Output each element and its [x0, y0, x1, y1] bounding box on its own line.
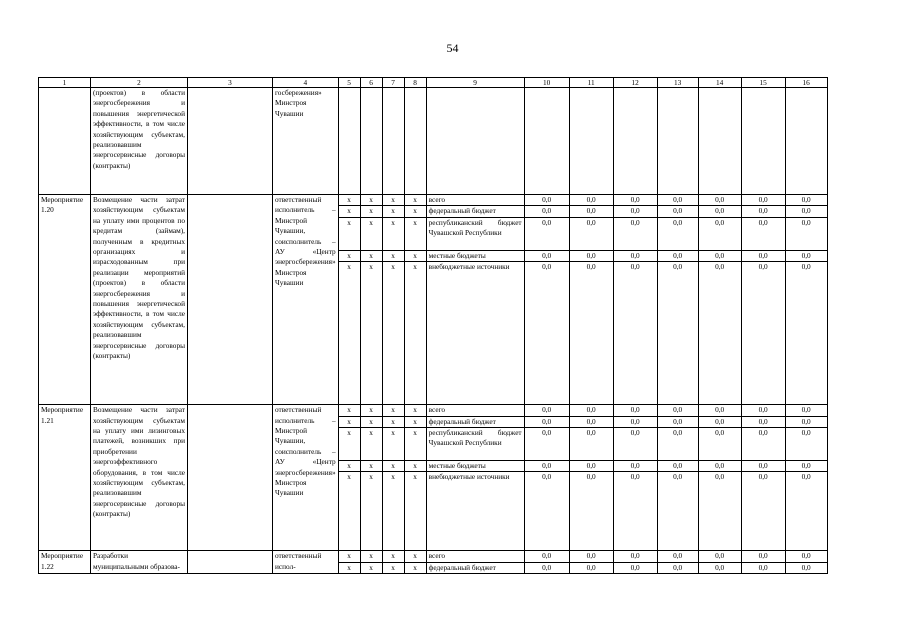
value-col14: 0,0 [698, 472, 741, 551]
cell-c7: x [382, 206, 404, 217]
funding-source: местные бюджеты [426, 250, 524, 261]
value-col13: 0,0 [657, 262, 698, 405]
cell-c7: x [382, 416, 404, 427]
value-col14: 0,0 [698, 217, 741, 250]
value-col15: 0,0 [741, 472, 785, 551]
value-col12: 0,0 [613, 472, 657, 551]
value-col16: 0,0 [785, 195, 827, 206]
value-col12: 0,0 [613, 195, 657, 206]
value-col10: 0,0 [524, 416, 569, 427]
funding-source: федеральный бюджет [426, 416, 524, 427]
cell-c6: x [360, 416, 382, 427]
value-col16: 0,0 [785, 472, 827, 551]
cell-c5: x [338, 206, 360, 217]
value-col12: 0,0 [613, 551, 657, 562]
column-header-16: 16 [785, 78, 827, 88]
value-col16: 0,0 [785, 217, 827, 250]
funding-source: всего [426, 195, 524, 206]
cell-c6: x [360, 472, 382, 551]
value-col15: 0,0 [741, 195, 785, 206]
value-col10: 0,0 [524, 250, 569, 261]
cell-c8: x [404, 262, 426, 405]
value-col12: 0,0 [613, 428, 657, 461]
value-col10: 0,0 [524, 405, 569, 416]
value-col10: 0,0 [524, 217, 569, 250]
value-col10: 0,0 [524, 461, 569, 472]
event-col3 [188, 405, 273, 551]
value-col13: 0,0 [657, 416, 698, 427]
value-col14: 0,0 [698, 262, 741, 405]
value-col16: 0,0 [785, 416, 827, 427]
cell-c6: x [360, 217, 382, 250]
value-col12: 0,0 [613, 206, 657, 217]
funding-source: федеральный бюджет [426, 562, 524, 573]
cell-c6: x [360, 428, 382, 461]
value-col14: 0,0 [698, 195, 741, 206]
value-col13: 0,0 [657, 250, 698, 261]
value-col15: 0,0 [741, 461, 785, 472]
event-col3 [188, 551, 273, 574]
cell-c7: x [382, 405, 404, 416]
value-col11: 0,0 [569, 405, 613, 416]
cell-c5: x [338, 262, 360, 405]
cell-c7: x [382, 472, 404, 551]
funding-row [39, 195, 828, 206]
column-header-13: 13 [657, 78, 698, 88]
cell-c5: x [338, 195, 360, 206]
cell-c7: x [382, 262, 404, 405]
column-header-6: 6 [360, 78, 382, 88]
value-col12: 0,0 [613, 250, 657, 261]
cell-c5: x [338, 551, 360, 562]
cell-c7: x [382, 551, 404, 562]
value-col14: 0,0 [698, 551, 741, 562]
funding-row [39, 551, 828, 562]
value-col16: 0,0 [785, 206, 827, 217]
value-col15: 0,0 [741, 405, 785, 416]
value-col14: 0,0 [698, 250, 741, 261]
funding-source: республиканский бюджет Чувашской Республики [426, 428, 524, 461]
cell-c5: x [338, 461, 360, 472]
value-col11: 0,0 [569, 250, 613, 261]
value-col12: 0,0 [613, 217, 657, 250]
cell-description: (проектов) в области энергосбережения и повышения энергетической эффективности, в том числе хозяйствующим субъектам, реализовавшим энергосервисные договоры (контракты) [91, 88, 188, 195]
cell-c6: x [360, 562, 382, 573]
cell-c5: x [338, 250, 360, 261]
value-col16: 0,0 [785, 551, 827, 562]
column-header-9: 9 [426, 78, 524, 88]
event-description: Возмещение части затрат хозяйствующим субъектам на уплату ими процентов по кредитам (займам), полученным в кредитных организациях и израсходованным при реализации мероприятий (проектов) в области энергосбережения и повышения энергетической эффективности, в том числе хозяйствующим субъектам, реализовавшим энергосервисные договоры (контракты) [91, 195, 188, 405]
funding-source: местные бюджеты [426, 461, 524, 472]
value-col11: 0,0 [569, 551, 613, 562]
value-col11: 0,0 [569, 262, 613, 405]
column-header-5: 5 [338, 78, 360, 88]
value-col15: 0,0 [741, 217, 785, 250]
cell-c8: x [404, 416, 426, 427]
value-col12: 0,0 [613, 562, 657, 573]
value-col11: 0,0 [569, 416, 613, 427]
value-col13: 0,0 [657, 562, 698, 573]
cell-c8: x [404, 250, 426, 261]
column-header-11: 11 [569, 78, 613, 88]
funding-row [39, 405, 828, 416]
event-code: Мероприятие 1.20 [39, 195, 91, 405]
value-col13: 0,0 [657, 405, 698, 416]
cell-c7: x [382, 428, 404, 461]
cell-c6: x [360, 461, 382, 472]
column-header-1: 1 [39, 78, 91, 88]
column-header-10: 10 [524, 78, 569, 88]
value-col16: 0,0 [785, 461, 827, 472]
page-number: 54 [446, 41, 459, 55]
value-col10: 0,0 [524, 472, 569, 551]
value-col10: 0,0 [524, 562, 569, 573]
value-col13: 0,0 [657, 472, 698, 551]
value-col15: 0,0 [741, 416, 785, 427]
cell-c5: x [338, 416, 360, 427]
value-col13: 0,0 [657, 461, 698, 472]
value-col14: 0,0 [698, 416, 741, 427]
event-executor: ответственный испол- [273, 551, 339, 574]
value-col16: 0,0 [785, 262, 827, 405]
column-header-2: 2 [91, 78, 188, 88]
value-col13: 0,0 [657, 195, 698, 206]
value-col16: 0,0 [785, 405, 827, 416]
value-col11: 0,0 [569, 461, 613, 472]
cell-c6: x [360, 551, 382, 562]
value-col15: 0,0 [741, 428, 785, 461]
value-col12: 0,0 [613, 262, 657, 405]
cell-c5: x [338, 428, 360, 461]
cell-c6: x [360, 405, 382, 416]
cell-c7: x [382, 562, 404, 573]
value-col10: 0,0 [524, 262, 569, 405]
cell-c8: x [404, 405, 426, 416]
value-col13: 0,0 [657, 428, 698, 461]
cell-c8: x [404, 217, 426, 250]
event-executor: ответственный исполнитель – Минстрой Чувашии, соисполнитель – АУ «Центр энергосбережения» Минстроя Чувашии [273, 195, 339, 405]
value-col11: 0,0 [569, 562, 613, 573]
cell-c5: x [338, 472, 360, 551]
value-col15: 0,0 [741, 562, 785, 573]
value-col16: 0,0 [785, 428, 827, 461]
value-col15: 0,0 [741, 206, 785, 217]
value-col16: 0,0 [785, 250, 827, 261]
event-code: Мероприятие 1.22 [39, 551, 91, 574]
cell-executor: госбережения» Минстроя Чувашии [273, 88, 339, 195]
value-col14: 0,0 [698, 461, 741, 472]
funding-source: внебюджетные источники [426, 262, 524, 405]
value-col11: 0,0 [569, 217, 613, 250]
cell-c8: x [404, 461, 426, 472]
value-col14: 0,0 [698, 428, 741, 461]
value-col15: 0,0 [741, 551, 785, 562]
value-col13: 0,0 [657, 551, 698, 562]
cell-c6: x [360, 262, 382, 405]
column-header-3: 3 [188, 78, 273, 88]
column-header-12: 12 [613, 78, 657, 88]
funding-source: всего [426, 551, 524, 562]
value-col13: 0,0 [657, 206, 698, 217]
event-description: Разработки муниципальными образова- [91, 551, 188, 574]
cell-c8: x [404, 562, 426, 573]
cell-c8: x [404, 428, 426, 461]
funding-source: федеральный бюджет [426, 206, 524, 217]
budget-table [38, 77, 828, 574]
value-col14: 0,0 [698, 206, 741, 217]
column-header-8: 8 [404, 78, 426, 88]
value-col16: 0,0 [785, 562, 827, 573]
cell-c8: x [404, 195, 426, 206]
event-description: Возмещение части затрат хозяйствующим субъектам на уплату ими лизинговых платежей, возникших при приобретении энергоэффективного оборудования, в том числе хозяйствующим субъектам, реализовавшим энергосервисные договоры (контракты) [91, 405, 188, 551]
cell-c5: x [338, 562, 360, 573]
continuation-row [39, 88, 828, 195]
cell-c6: x [360, 206, 382, 217]
value-col10: 0,0 [524, 206, 569, 217]
value-col11: 0,0 [569, 472, 613, 551]
cell-col3 [188, 88, 273, 195]
value-col10: 0,0 [524, 195, 569, 206]
event-code: Мероприятие 1.21 [39, 405, 91, 551]
cell-c8: x [404, 551, 426, 562]
cell-c7: x [382, 195, 404, 206]
value-col15: 0,0 [741, 262, 785, 405]
column-header-7: 7 [382, 78, 404, 88]
column-header-15: 15 [741, 78, 785, 88]
cell-c7: x [382, 217, 404, 250]
cell-c8: x [404, 206, 426, 217]
cell-c5: x [338, 217, 360, 250]
value-col12: 0,0 [613, 461, 657, 472]
value-col15: 0,0 [741, 250, 785, 261]
value-col14: 0,0 [698, 562, 741, 573]
funding-source: внебюджетные источники [426, 472, 524, 551]
event-col3 [188, 195, 273, 405]
value-col11: 0,0 [569, 428, 613, 461]
value-col12: 0,0 [613, 405, 657, 416]
cell-c7: x [382, 461, 404, 472]
cell-c6: x [360, 195, 382, 206]
event-executor: ответственный исполнитель – Минстрой Чувашии, соисполнитель – АУ «Центр энергосбережения» Минстроя Чувашии [273, 405, 339, 551]
value-col10: 0,0 [524, 428, 569, 461]
value-col13: 0,0 [657, 217, 698, 250]
cell-code [39, 88, 91, 195]
cell-c7: x [382, 250, 404, 261]
value-col11: 0,0 [569, 206, 613, 217]
funding-source: республиканский бюджет Чувашской Республики [426, 217, 524, 250]
value-col12: 0,0 [613, 416, 657, 427]
cell-c6: x [360, 250, 382, 261]
funding-source: всего [426, 405, 524, 416]
cell-c5: x [338, 405, 360, 416]
value-col11: 0,0 [569, 195, 613, 206]
column-number-row [39, 78, 828, 88]
column-header-14: 14 [698, 78, 741, 88]
value-col14: 0,0 [698, 405, 741, 416]
column-header-4: 4 [273, 78, 339, 88]
cell-c8: x [404, 472, 426, 551]
value-col10: 0,0 [524, 551, 569, 562]
